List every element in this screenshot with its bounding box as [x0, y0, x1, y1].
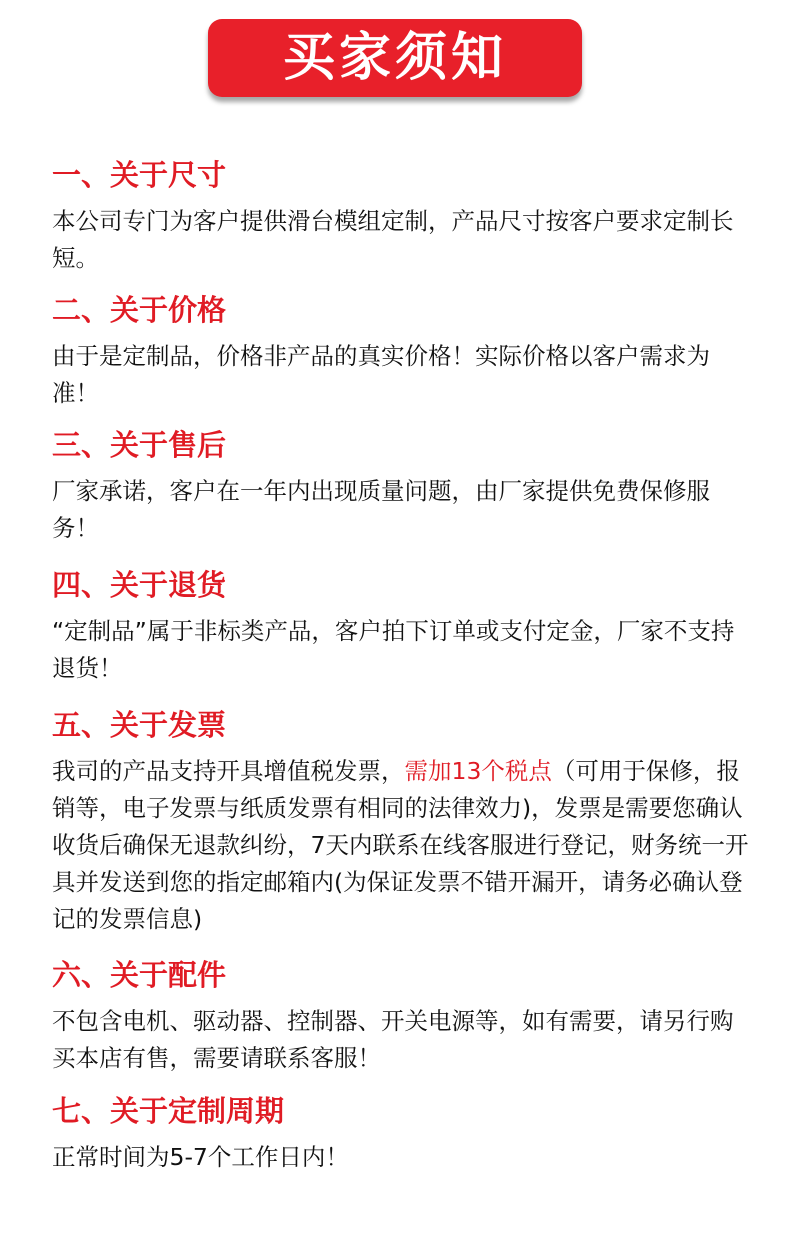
section-heading: 五、关于发票 — [52, 708, 227, 742]
section-price — [52, 292, 752, 412]
invoice-text-pre: 我司的产品支持开具增值税发票， — [52, 757, 405, 785]
section-heading: 三、关于售后 — [52, 428, 227, 462]
section-body: 由于是定制品，价格非产品的真实价格！实际价格以客户需求为准！ — [52, 342, 710, 407]
section-heading: 二、关于价格 — [52, 293, 227, 327]
section-body: 厂家承诺，客户在一年内出现质量问题，由厂家提供免费保修服务！ — [52, 477, 710, 542]
tax-point-highlight: 需加13个税点 — [404, 757, 552, 785]
section-returns — [52, 567, 752, 687]
page-title: 买家须知 — [208, 19, 582, 97]
section-heading: 七、关于定制周期 — [52, 1094, 285, 1128]
section-body: “定制品”属于非标类产品，客户拍下订单或支付定金，厂家不支持退货！ — [52, 617, 735, 682]
section-size — [52, 157, 752, 277]
section-heading: 一、关于尺寸 — [52, 158, 227, 192]
section-invoice — [52, 707, 752, 938]
section-body: 本公司专门为客户提供滑台模组定制，产品尺寸按客户要求定制长短。 — [52, 207, 734, 272]
section-after-sales — [52, 427, 752, 547]
section-body: 不包含电机、驱动器、控制器、开关电源等，如有需要，请另行购买本店有售，需要请联系客服！ — [52, 1007, 734, 1072]
section-heading: 六、关于配件 — [52, 958, 227, 992]
section-body: 正常时间为5-7个工作日内！ — [52, 1143, 349, 1171]
invoice-text-post: （可用于保修，报销等，电子发票与纸质发票有相同的法律效力)，发票是需要您确认收货后确保无退款纠纷，7天内联系在线客服进行登记，财务统一开具并发送到您的指定邮箱内(为保证发票不错开漏开，请务必确认登记的发票信息) — [52, 757, 749, 933]
section-heading: 四、关于退货 — [52, 568, 227, 602]
section-lead-time — [52, 1093, 752, 1176]
section-body — [52, 753, 752, 938]
section-accessories — [52, 957, 752, 1077]
